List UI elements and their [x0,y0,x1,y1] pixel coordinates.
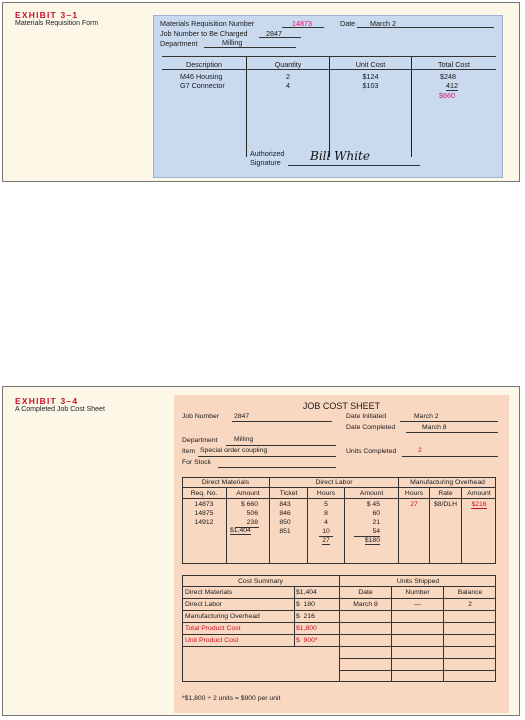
dm-req-3: 14912 [194,519,214,526]
row-2-quantity: 4 [286,81,290,90]
signature-line [288,165,420,166]
dl-ticket-3: 850 [279,519,291,526]
item-line [198,456,336,457]
date-initiated-label: Date Initiated [346,413,387,420]
date-label: Date [340,19,356,28]
column-divider-3 [411,57,412,157]
moh-hours: 27 [410,501,418,508]
requisition-number-label: Materials Requisition Number [160,19,255,28]
dl-hours-1: 5 [324,501,328,508]
cost-summary-title: Cost Summary [238,578,283,585]
column-header-rule [182,498,496,499]
units-shipped-title: Units Shipped [396,578,440,585]
dl-hours-total-value: 27 [322,537,330,544]
job-number-label: Job Number [182,413,220,420]
summary-direct-materials-value: $1,404 [296,589,317,596]
date-completed-value: March 8 [422,424,447,431]
group-direct-labor: Direct Labor [315,479,353,486]
dl-hours-4: 10 [322,528,330,535]
row-2-description: G7 Connector [180,81,225,90]
department-label: Department [182,437,218,444]
summary-unit-cost-label: Unit Product Cost [185,637,239,644]
summary-overhead-label: Manufacturing Overhead [185,613,260,620]
department-value: Milling [222,38,243,47]
dl-amount-4: 54 [372,528,380,535]
summary-rule-4 [182,622,496,623]
shipped-col-number: Number [405,589,430,596]
dm-req-1: 14873 [194,501,214,508]
moh-rate: $8/DLH [433,501,458,508]
dl-hours-total [308,537,344,544]
header-description: Description [186,60,222,69]
job-number-value: 2847 [234,413,250,420]
dm-amount-2: 506 [246,510,258,517]
summary-rule-3 [182,610,496,611]
dl-ticket-1: 843 [279,501,291,508]
dl-amount-total [345,537,380,544]
summary-rule-5 [182,634,496,635]
dl-amount-3: 21 [372,519,380,526]
exhibit-label: EXHIBIT 3–4 [15,396,79,406]
sheet-title: JOB COST SHEET [302,401,381,411]
for-stock-label: For Stock [182,459,212,466]
dl-ticket-2: 846 [279,510,291,517]
date-completed-label: Date Completed [346,424,396,431]
dl-hours-2: 8 [324,510,328,517]
exhibit-3-4-panel [2,386,520,716]
shipped-balance-1: 2 [468,601,472,608]
group-direct-materials: Direct Materials [201,479,250,486]
col-divider-moh-2 [461,487,462,564]
dm-amount-3: 238 [246,519,258,526]
units-completed-value: 2 [418,447,422,454]
footnote: *$1,800 ÷ 2 units = $900 per unit [182,695,281,702]
job-number-label: Job Number to Be Charged [160,29,248,38]
col-divider-moh-1 [429,487,430,564]
row-1-description: M46 Housing [180,72,223,81]
col-dm-amount: Amount [236,490,260,497]
department-label: Department [160,39,198,48]
department-line [204,47,296,48]
exhibit-label: EXHIBIT 3–1 [15,10,79,20]
exhibit-caption: A Completed Job Cost Sheet [15,406,105,413]
shipped-col-date: Date [358,589,373,596]
summary-rule-2 [182,598,496,599]
summary-rule-6 [182,646,496,647]
authorized-label: Authorized [250,149,285,158]
signature-label: Signature [250,158,281,167]
col-ticket: Ticket [279,490,298,497]
summary-direct-labor-value: $ 180 [296,601,315,608]
summary-rule-1 [182,586,496,587]
row-1-quantity: 2 [286,72,290,81]
department-line [226,445,336,446]
item-label: Item [182,448,196,455]
summary-overhead-value: $ 216 [296,613,315,620]
summary-direct-labor-label: Direct Labor [185,601,223,608]
summary-rule-8 [339,670,496,671]
moh-amount [462,501,496,508]
shipped-date-1: March 8 [353,601,378,608]
row-2-unit-cost: $103 [362,81,379,90]
summary-total-cost-label: Total Product Cost [185,625,241,632]
dl-amount-2: 60 [372,510,380,517]
moh-amount-value: $216 [471,501,487,508]
shipped-number-1: — [414,601,421,608]
summary-rule-7 [339,658,496,659]
date-initiated-line [400,421,498,422]
cost-summary-value-divider [294,586,295,646]
requisition-number-value: 14873 [292,19,312,28]
row-1-total-cost: $248 [440,72,456,81]
col-moh-rate: Rate [438,490,453,497]
header-quantity: Quantity [274,60,302,69]
materials-requisition-form [153,15,503,178]
summary-total-cost-value: $1,800 [296,625,317,632]
date-value: March 2 [370,19,396,28]
dm-amount-1: $ 660 [240,501,258,508]
grand-total: $660 [439,91,455,100]
for-stock-line [218,467,336,468]
col-req-no: Req. No. [190,490,218,497]
signature-handwriting: Bill White [310,149,370,163]
group-header-rule [182,487,496,488]
date-completed-line [406,432,498,433]
dm-total: $1,404 [230,527,251,534]
summary-direct-materials-label: Direct Materials [185,589,233,596]
units-completed-line [402,456,498,457]
summary-unit-cost-value: $ 900* [296,637,318,644]
header-total-cost: Total Cost [438,60,470,69]
dl-ticket-4: 851 [279,528,291,535]
row-2-total-cost: 412 [446,81,458,90]
header-unit-cost: Unit Cost [355,60,386,69]
department-value: Milling [234,436,254,443]
dl-amount-total-value: $180 [364,537,380,544]
dm-req-2: 14875 [194,510,214,517]
job-number-line [232,421,332,422]
item-value: Special order coupling [200,447,268,454]
row-1-unit-cost: $124 [362,72,379,81]
job-cost-sheet [174,395,509,713]
exhibit-3-1-panel [2,2,520,182]
col-dl-hours: Hours [316,490,336,497]
exhibit-caption: Materials Requisition Form [15,20,99,27]
date-initiated-value: March 2 [414,413,439,420]
col-moh-hours: Hours [404,490,424,497]
dl-amount-1: $ 45 [366,501,380,508]
dl-hours-3: 4 [324,519,328,526]
units-completed-label: Units Completed [346,448,397,455]
job-number-value: 2847 [266,29,282,38]
col-moh-amount: Amount [467,490,491,497]
col-dl-amount: Amount [359,490,384,497]
shipped-col-balance: Balance [457,589,483,596]
group-manufacturing-overhead: Manufacturing Overhead [410,479,485,486]
